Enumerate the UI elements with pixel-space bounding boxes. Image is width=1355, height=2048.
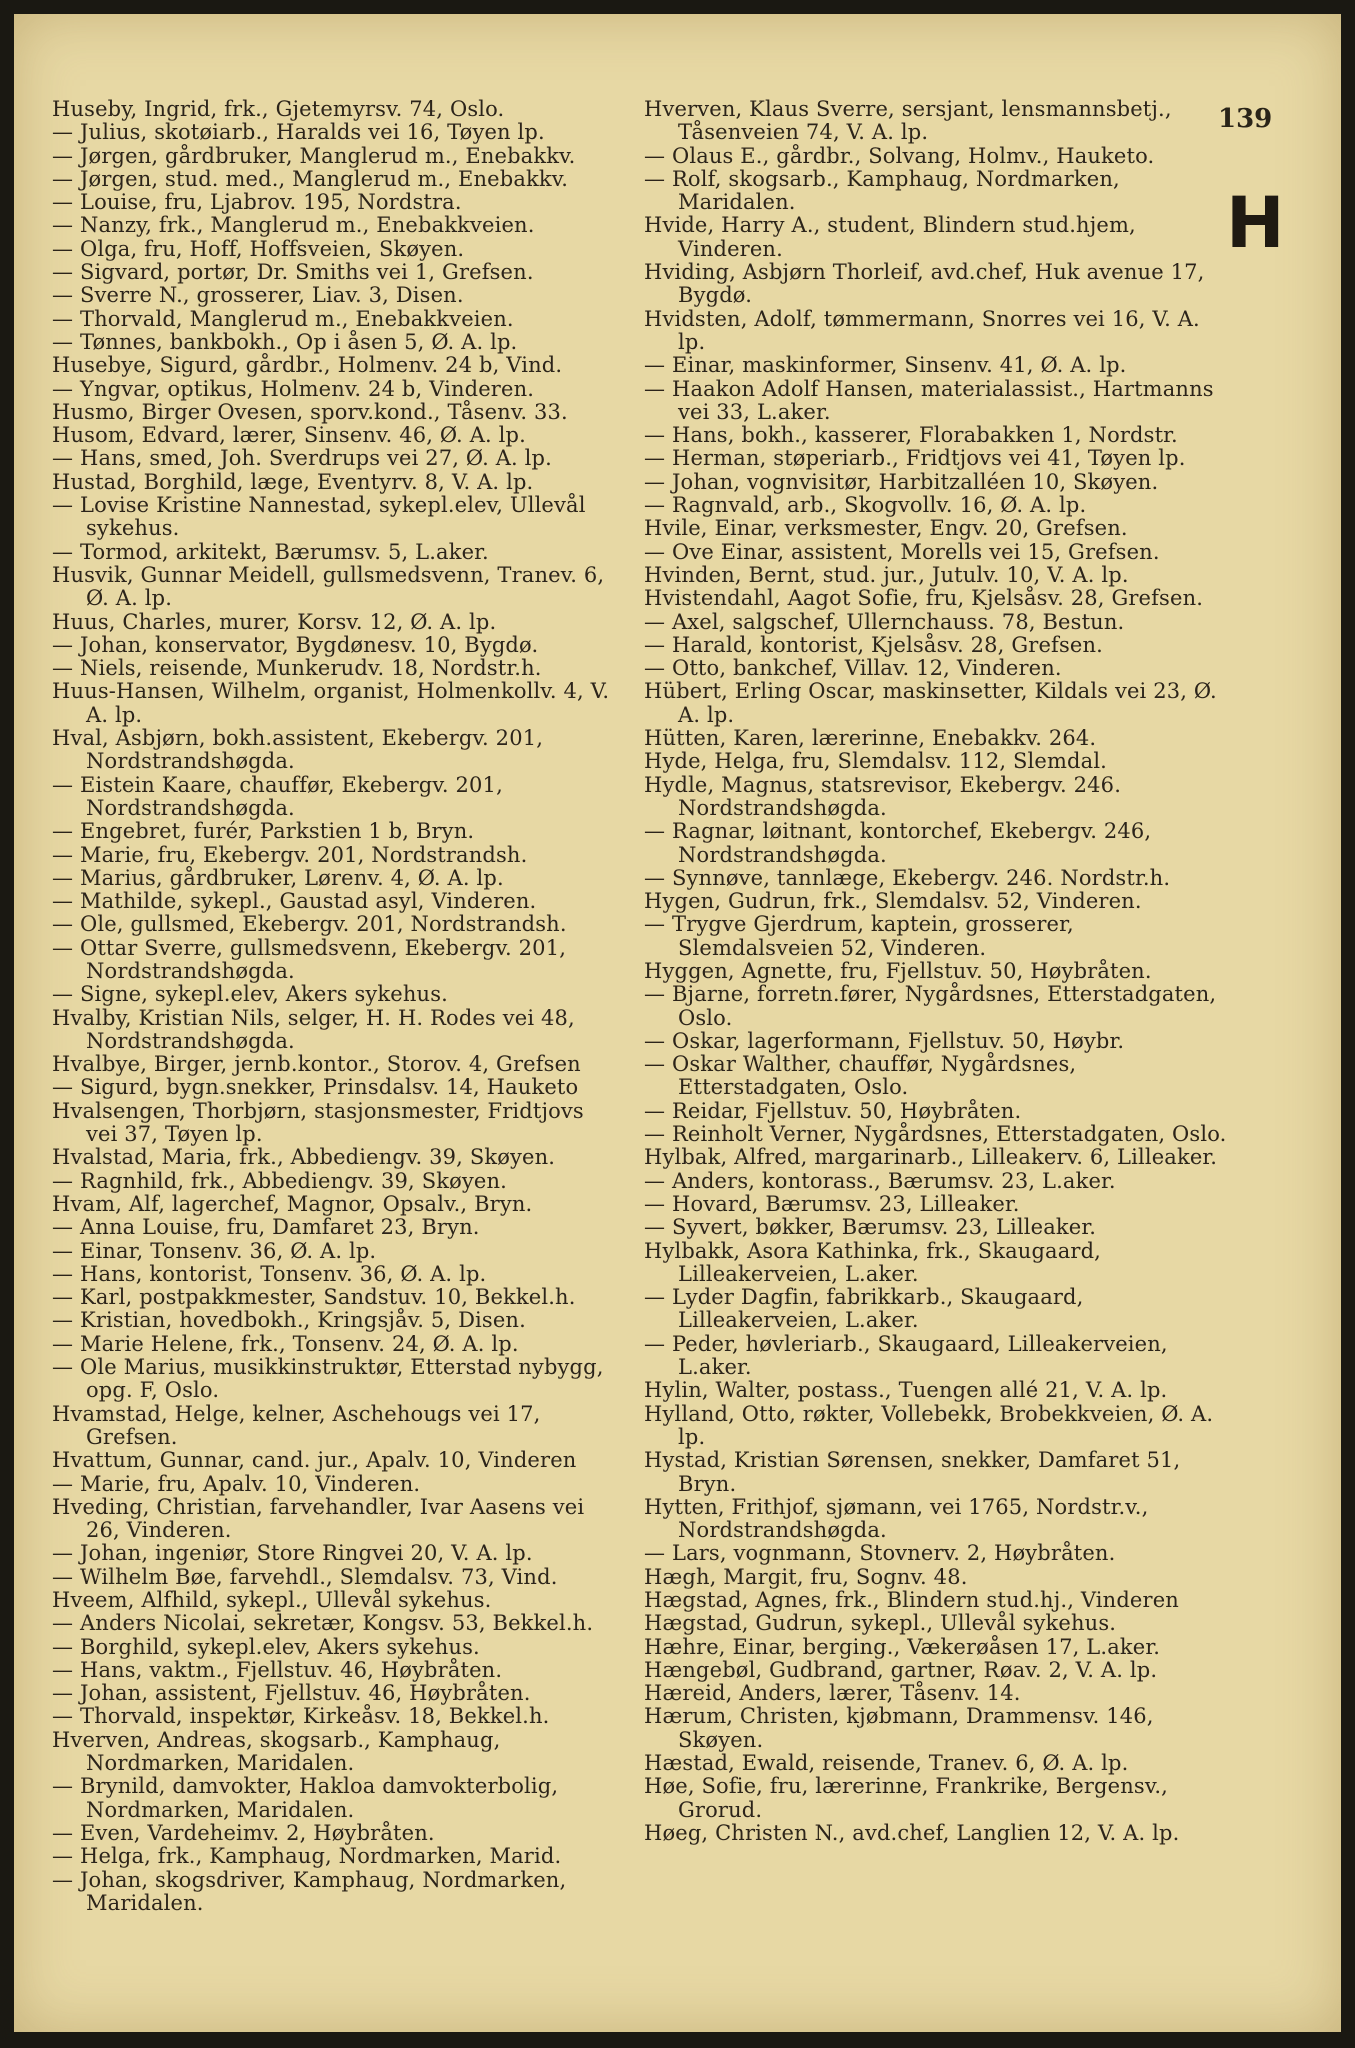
- directory-entry: — Ragnhild, frk., Abbediengv. 39, Skøyen.: [52, 1168, 507, 1193]
- directory-entry: Huus, Charles, murer, Korsv. 12, Ø. A. lp.: [52, 609, 497, 634]
- left-column: [52, 98, 614, 1915]
- directory-entry: Hægstad, Agnes, frk., Blindern stud.hj., Vinderen: [644, 1588, 1179, 1612]
- directory-entry: — Helga, frk., Kamphaug, Nordmarken, Marid.: [52, 1844, 562, 1869]
- directory-entry: — Nanzy, frk., Manglerud m., Enebakkveien.: [52, 213, 535, 238]
- directory-entry: — Haakon Adolf Hansen, materialassist., Hartmanns vei 33, L.aker.: [644, 376, 1214, 424]
- directory-entry: — Syvert, bøkker, Bærumsv. 23, Lilleaker.: [644, 1215, 1097, 1240]
- directory-entry: Hvalstad, Maria, frk., Abbediengv. 39, Skøyen.: [52, 1145, 556, 1170]
- directory-entry: Hvamstad, Helge, kelner, Aschehougs vei 17, Grefsen.: [52, 1401, 541, 1449]
- directory-entry: — Jørgen, stud. med., Manglerud m., Enebakkv.: [52, 166, 569, 191]
- directory-entry: — Brynild, damvokter, Hakloa damvokterbolig, Nordmarken, Maridalen.: [52, 1774, 559, 1822]
- directory-entry: — Rolf, skogsarb., Kamphaug, Nordmarken, Maridalen.: [644, 166, 1120, 215]
- directory-entry: — Lars, vognmann, Stovnerv. 2, Høybråten.: [644, 1541, 1116, 1566]
- directory-entry: — Herman, støperiarb., Fridtjovs vei 41, Tøyen lp.: [644, 446, 1186, 471]
- directory-entry: — Louise, fru, Ljabrov. 195, Nordstra.: [52, 190, 462, 215]
- directory-entry: Hyde, Helga, fru, Slemdalsv. 112, Slemdal.: [644, 749, 1108, 774]
- directory-entry: Huseby, Ingrid, frk., Gjetemyrsv. 74, Oslo.: [52, 97, 505, 121]
- directory-entry: Hylland, Otto, røkter, Vollebekk, Brobekkveien, Ø. A. lp.: [644, 1401, 1214, 1449]
- directory-entry: Hvalbye, Birger, jernb.kontor., Storov. 4, Grefsen: [52, 1052, 581, 1077]
- directory-entry: Hystad, Kristian Sørensen, snekker, Damfaret 51, Bryn.: [644, 1448, 1181, 1496]
- directory-entry: — Karl, postpakkmester, Sandstuv. 10, Bekkel.h.: [52, 1285, 576, 1310]
- directory-entry: Husom, Edvard, lærer, Sinsenv. 46, Ø. A. lp.: [52, 423, 526, 448]
- directory-entry: — Niels, reisende, Munkerudv. 18, Nordstr.h.: [52, 656, 542, 681]
- right-column: [644, 98, 1229, 1845]
- directory-entry: Hytten, Frithjof, sjømann, vei 1765, Nordstr.v., Nordstrandshøgda.: [644, 1494, 1149, 1543]
- directory-entry: Husmo, Birger Ovesen, sporv.kond., Tåsenv. 33.: [52, 399, 568, 424]
- directory-entry: — Einar, Tonsenv. 36, Ø. A. lp.: [52, 1238, 377, 1263]
- directory-entry: — Engebret, furér, Parkstien 1 b, Bryn.: [52, 819, 475, 844]
- directory-entry: — Marie Helene, frk., Tonsenv. 24, Ø. A. lp.: [52, 1331, 519, 1356]
- directory-entry: Hvalby, Kristian Nils, selger, H. H. Rodes vei 48, Nordstrandshøgda.: [52, 1005, 575, 1053]
- directory-entry: — Lovise Kristine Nannestad, sykepl.elev, Ullevål sykehus.: [52, 493, 586, 541]
- directory-entry: — Hans, smed, Joh. Sverdrups vei 27, Ø. A. lp.: [52, 446, 552, 471]
- directory-entry: — Thorvald, Manglerud m., Enebakkveien.: [52, 306, 514, 331]
- directory-entry: — Johan, skogsdriver, Kamphaug, Nordmarken, Maridalen.: [52, 1867, 567, 1915]
- directory-entry: Hval, Asbjørn, bokh.assistent, Ekebergv. 201, Nordstrandshøgda.: [52, 726, 544, 774]
- directory-entry: — Even, Vardeheimv. 2, Høybråten.: [52, 1820, 435, 1845]
- directory-entry: — Sigvard, portør, Dr. Smiths vei 1, Grefsen.: [52, 260, 534, 285]
- directory-entry: Hylbakk, Asora Kathinka, frk., Skaugaard, Lilleakerveien, L.aker.: [644, 1238, 1101, 1286]
- directory-entry: — Marius, gårdbruker, Lørenv. 4, Ø. A. lp.: [52, 865, 504, 890]
- directory-entry: — Julius, skotøiarb., Haralds vei 16, Tøyen lp.: [52, 120, 545, 145]
- directory-entry: Hylin, Walter, postass., Tuengen allé 21, V. A. lp.: [644, 1378, 1168, 1403]
- directory-entry: — Reinholt Verner, Nygårdsnes, Etterstadgaten, Oslo.: [644, 1122, 1227, 1147]
- directory-entry: — Einar, maskinformer, Sinsenv. 41, Ø. A. lp.: [644, 353, 1127, 378]
- directory-entry: Hverven, Klaus Sverre, sersjant, lensmannsbetj., Tåsenveien 74, V. A. lp.: [644, 97, 1172, 145]
- directory-entry: Hyggen, Agnette, fru, Fjellstuv. 50, Høybråten.: [644, 958, 1152, 983]
- directory-entry: Hygen, Gudrun, frk., Slemdalsv. 52, Vinderen.: [644, 889, 1142, 914]
- section-letter: H: [1226, 182, 1285, 264]
- directory-entry: — Synnøve, tannlæge, Ekebergv. 246. Nordstr.h.: [644, 865, 1171, 890]
- directory-entry: — Tormod, arkitekt, Bærumsv. 5, L.aker.: [52, 539, 489, 564]
- directory-entry: — Ragnar, løitnant, kontorchef, Ekebergv. 246, Nordstrandshøgda.: [644, 819, 1152, 867]
- directory-entry: Hvile, Einar, verksmester, Engv. 20, Grefsen.: [644, 516, 1128, 541]
- directory-entry: — Oskar Walther, chauffør, Nygårdsnes, Etterstadgaten, Oslo.: [644, 1052, 1077, 1100]
- directory-entry: Hübert, Erling Oscar, maskinsetter, Kildals vei 23, Ø. A. lp.: [644, 679, 1217, 727]
- directory-entry: Hvidsten, Adolf, tømmermann, Snorres vei 16, V. A. lp.: [644, 306, 1200, 354]
- directory-entry: — Johan, ingeniør, Store Ringvei 20, V. A. lp.: [52, 1541, 533, 1566]
- directory-entry: — Olaus E., gårdbr., Solvang, Holmv., Hauketo.: [644, 143, 1155, 168]
- directory-entry: Hveding, Christian, farvehandler, Ivar Aasens vei 26, Vinderen.: [52, 1494, 585, 1543]
- directory-entry: — Harald, kontorist, Kjelsåsv. 28, Grefsen.: [644, 632, 1103, 657]
- directory-entry: — Sverre N., grosserer, Liav. 3, Disen.: [52, 283, 464, 308]
- directory-entry: — Hans, vaktm., Fjellstuv. 46, Høybråten.: [52, 1657, 503, 1682]
- directory-entry: Hvattum, Gunnar, cand. jur., Apalv. 10, Vinderen: [52, 1448, 577, 1473]
- directory-entry: — Marie, fru, Ekebergv. 201, Nordstrandsh.: [52, 842, 528, 867]
- directory-entry: — Eistein Kaare, chauffør, Ekebergv. 201, Nordstrandshøgda.: [52, 772, 503, 820]
- directory-entry: — Jørgen, gårdbruker, Manglerud m., Enebakkv.: [52, 143, 576, 168]
- directory-entry: — Tønnes, bankbokh., Op i åsen 5, Ø. A. lp.: [52, 329, 518, 354]
- directory-entry: — Hans, bokh., kasserer, Florabakken 1, Nordstr.: [644, 423, 1178, 448]
- directory-entry: Hæreid, Anders, lærer, Tåsenv. 14.: [644, 1681, 1021, 1706]
- directory-entry: — Olga, fru, Hoff, Hoffsveien, Skøyen.: [52, 236, 465, 261]
- directory-entry: — Ole Marius, musikkinstruktør, Etterstad nybygg, opg. F, Oslo.: [52, 1355, 604, 1403]
- directory-entry: Høe, Sofie, fru, lærerinne, Frankrike, Bergensv., Grorud.: [644, 1774, 1169, 1822]
- directory-entry: Huus-Hansen, Wilhelm, organist, Holmenkollv. 4, V. A. lp.: [52, 679, 610, 727]
- directory-entry: — Axel, salgschef, Ullernchauss. 78, Bestun.: [644, 609, 1125, 634]
- directory-entry: — Thorvald, inspektør, Kirkeåsv. 18, Bekkel.h.: [52, 1704, 550, 1729]
- directory-entry: Hvam, Alf, lagerchef, Magnor, Opsalv., Bryn.: [52, 1191, 533, 1216]
- directory-entry: — Anders, kontorass., Bærumsv. 23, L.aker.: [644, 1168, 1116, 1193]
- directory-entry: Hustad, Borghild, læge, Eventyrv. 8, V. A. lp.: [52, 469, 534, 494]
- directory-entry: Hydle, Magnus, statsrevisor, Ekebergv. 246. Nordstrandshøgda.: [644, 772, 1122, 820]
- directory-entry: — Reidar, Fjellstuv. 50, Høybråten.: [644, 1098, 1022, 1123]
- directory-entry: — Peder, høvleriarb., Skaugaard, Lilleakerveien, L.aker.: [644, 1331, 1168, 1380]
- directory-entry: — Lyder Dagfin, fabrikkarb., Skaugaard, Lilleakerveien, L.aker.: [644, 1285, 1084, 1333]
- directory-entry: — Johan, assistent, Fjellstuv. 46, Høybråten.: [52, 1681, 531, 1706]
- page-number: 139: [1218, 104, 1273, 134]
- directory-entry: Hverven, Andreas, skogsarb., Kamphaug, Nordmarken, Maridalen.: [52, 1727, 501, 1776]
- directory-entry: — Hans, kontorist, Tonsenv. 36, Ø. A. lp.: [52, 1261, 487, 1286]
- directory-entry: Høeg, Christen N., avd.chef, Langlien 12, V. A. lp.: [644, 1820, 1180, 1845]
- directory-entry: — Wilhelm Bøe, farvehdl., Slemdalsv. 73, Vind.: [52, 1564, 558, 1589]
- directory-entry: Husebye, Sigurd, gårdbr., Holmenv. 24 b, Vind.: [52, 353, 563, 378]
- directory-entry: Hængebøl, Gudbrand, gartner, Røav. 2, V. A. lp.: [644, 1657, 1158, 1682]
- directory-entry: Hærum, Christen, kjøbmann, Drammensv. 146, Skøyen.: [644, 1704, 1154, 1752]
- directory-entry: Hvistendahl, Aagot Sofie, fru, Kjelsåsv. 28, Grefsen.: [644, 586, 1204, 611]
- directory-entry: — Johan, konservator, Bygdønesv. 10, Bygdø.: [52, 632, 539, 657]
- directory-entry: Hvalsengen, Thorbjørn, stasjonsmester, Fridtjovs vei 37, Tøyen lp.: [52, 1098, 584, 1147]
- directory-page: [14, 14, 1341, 2032]
- directory-entry: Hveem, Alfhild, sykepl., Ullevål sykehus.: [52, 1588, 492, 1612]
- directory-entry: — Oskar, lagerformann, Fjellstuv. 50, Høybr.: [644, 1028, 1125, 1053]
- directory-entry: Hütten, Karen, lærerinne, Enebakkv. 264.: [644, 726, 1097, 751]
- directory-entry: — Mathilde, sykepl., Gaustad asyl, Vinderen.: [52, 889, 537, 914]
- directory-entry: Hvide, Harry A., student, Blindern stud.hjem, Vinderen.: [644, 213, 1136, 261]
- directory-entry: — Anna Louise, fru, Damfaret 23, Bryn.: [52, 1215, 480, 1240]
- directory-entry: — Ottar Sverre, gullsmedsvenn, Ekebergv. 201, Nordstrandshøgda.: [52, 935, 567, 983]
- directory-entry: — Anders Nicolai, sekretær, Kongsv. 53, Bekkel.h.: [52, 1611, 594, 1636]
- directory-entry: — Sigurd, bygn.snekker, Prinsdalsv. 14, Hauketo: [52, 1075, 579, 1100]
- directory-entry: — Bjarne, forretn.fører, Nygårdsnes, Etterstadgaten, Oslo.: [644, 982, 1217, 1030]
- directory-entry: Husvik, Gunnar Meidell, gullsmedsvenn, Tranev. 6, Ø. A. lp.: [52, 562, 605, 611]
- directory-entry: Hægstad, Gudrun, sykepl., Ullevål sykehus.: [644, 1611, 1117, 1636]
- directory-entry: — Hovard, Bærumsv. 23, Lilleaker.: [644, 1191, 1020, 1216]
- directory-entry: — Ragnvald, arb., Skogvollv. 16, Ø. A. lp.: [644, 493, 1087, 518]
- directory-entry: Hæstad, Ewald, reisende, Tranev. 6, Ø. A. lp.: [644, 1751, 1129, 1776]
- directory-entry: — Borghild, sykepl.elev, Akers sykehus.: [52, 1634, 480, 1659]
- directory-entry: — Ole, gullsmed, Ekebergv. 201, Nordstrandsh.: [52, 912, 567, 937]
- directory-entry: Hylbak, Alfred, margarinarb., Lilleakerv. 6, Lilleaker.: [644, 1145, 1218, 1170]
- directory-entry: — Johan, vognvisitør, Harbitzalléen 10, Skøyen.: [644, 469, 1159, 494]
- directory-entry: — Yngvar, optikus, Holmenv. 24 b, Vinderen.: [52, 376, 535, 401]
- directory-entry: — Ove Einar, assistent, Morells vei 15, Grefsen.: [644, 539, 1160, 564]
- directory-entry: — Trygve Gjerdrum, kaptein, grosserer, Slemdalsveien 52, Vinderen.: [644, 912, 1074, 960]
- directory-entry: — Otto, bankchef, Villav. 12, Vinderen.: [644, 656, 1062, 681]
- directory-entry: Hvinden, Bernt, stud. jur., Jutulv. 10, V. A. lp.: [644, 562, 1129, 587]
- directory-entry: — Marie, fru, Apalv. 10, Vinderen.: [52, 1471, 421, 1496]
- directory-entry: Hviding, Asbjørn Thorleif, avd.chef, Huk avenue 17, Bygdø.: [644, 260, 1205, 308]
- directory-entry: Hægh, Margit, fru, Sognv. 48.: [644, 1564, 968, 1589]
- directory-entry: Hæhre, Einar, berging., Vækerøåsen 17, L.aker.: [644, 1634, 1161, 1659]
- directory-entry: — Signe, sykepl.elev, Akers sykehus.: [52, 982, 448, 1007]
- directory-entry: — Kristian, hovedbokh., Kringsjåv. 5, Disen.: [52, 1308, 526, 1333]
